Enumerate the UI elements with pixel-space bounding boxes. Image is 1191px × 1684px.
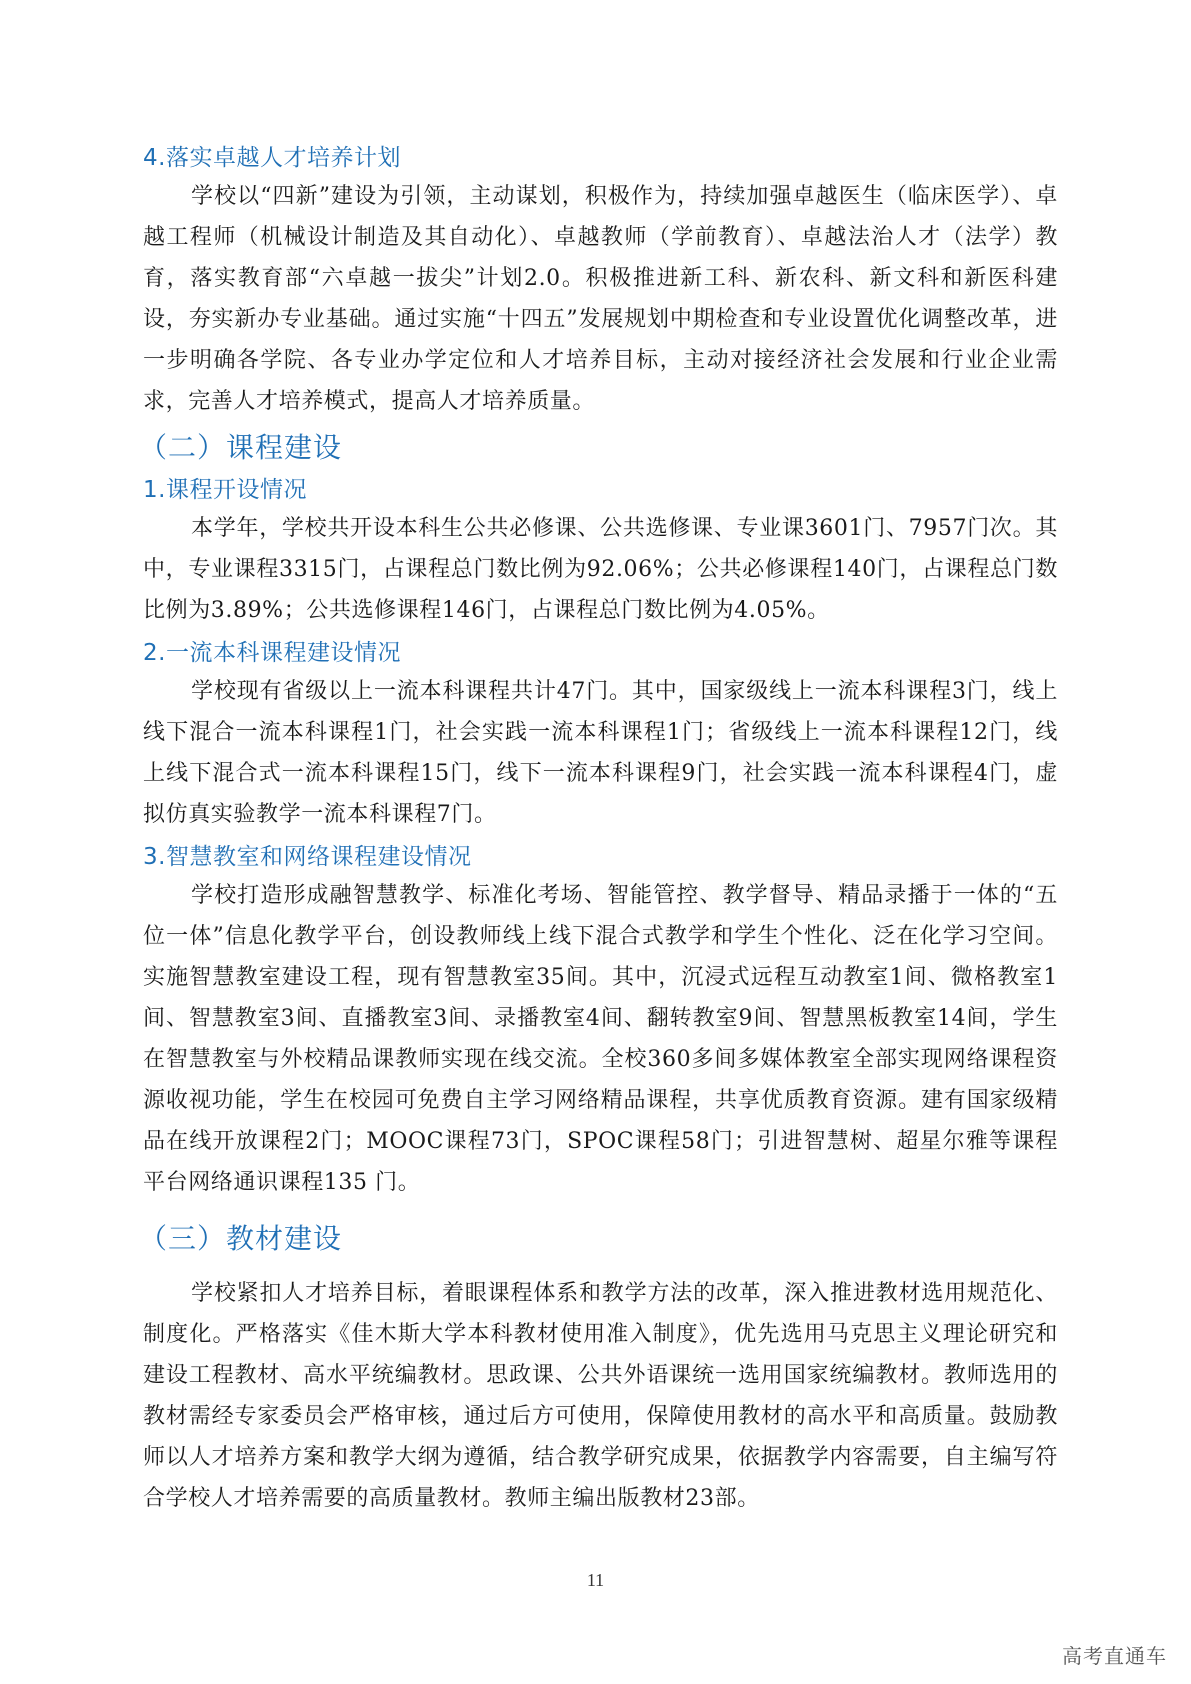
section-title-first-class-courses: 2.一流本科课程建设情况 <box>143 640 401 666</box>
section-title-smart-classroom: 3.智慧教室和网络课程建设情况 <box>143 844 472 870</box>
page-number: 11 <box>586 1570 605 1590</box>
paragraph-course-offering: 本学年，学校共开设本科生公共必修课、公共选修课、专业课3601门、7957门次。其中，专业课程3315门，占课程总门数比例为92.06%；公共必修课程140门，占课程总门数比例为3.89%；公共选修课程146门，占课程总门数比例为4.05%。 <box>143 516 1058 623</box>
section-title-course-offering: 1.课程开设情况 <box>143 477 307 503</box>
document-page <box>139 140 1058 1519</box>
paragraph-first-class-courses: 学校现有省级以上一流本科课程共计47门。其中，国家级线上一流本科课程3门，线上线下混合一流本科课程1门，社会实践一流本科课程1门；省级线上一流本科课程12门，线上线下混合式一流本科课程15门，线下一流本科课程9门，社会实践一流本科课程4门，虚拟仿真实验教学一流本科课程7门。 <box>143 679 1058 827</box>
section-title-talent-plan: 4.落实卓越人才培养计划 <box>143 145 401 171</box>
paragraph-textbook-construction: 学校紧扣人才培养目标，着眼课程体系和教学方法的改革，深入推进教材选用规范化、制度化。严格落实《佳木斯大学本科教材使用准入制度》，优先选用马克思主义理论研究和建设工程教材、高水平统编教材。思政课、公共外语课统一选用国家统编教材。教师选用的教材需经专家委员会严格审核，通过后方可使用，保障使用教材的高水平和高质量。鼓励教师以人才培养方案和教学大纲为遵循，结合教学研究成果，依据教学内容需要，自主编写符合学校人才培养需要的高质量教材。教师主编出版教材23部。 <box>143 1281 1058 1511</box>
watermark-logo-text: 高考直通车 <box>1062 1644 1167 1668</box>
paragraph-talent-plan: 学校以“四新”建设为引领，主动谋划，积极作为，持续加强卓越医生（临床医学）、卓越工程师（机械设计制造及其自动化）、卓越教师（学前教育）、卓越法治人才（法学）教育，落实教育部“六卓越一拔尖”计划2.0。积极推进新工科、新农科、新文科和新医科建设，夯实新办专业基础。通过实施“十四五”发展规划中期检查和专业设置优化调整改革，进一步明确各学院、各专业办学定位和人才培养目标，主动对接经济社会发展和行业企业需求，完善人才培养模式，提高人才培养质量。 <box>143 184 1058 414</box>
heading-course-construction: （二）课程建设 <box>139 431 343 464</box>
paragraph-smart-classroom: 学校打造形成融智慧教学、标准化考场、智能管控、教学督导、精品录播于一体的“五位一体”信息化教学平台，创设教师线上线下混合式教学和学生个性化、泛在化学习空间。实施智慧教室建设工程，现有智慧教室35间。其中，沉浸式远程互动教室1间、微格教室1间、智慧教室3间、直播教室3间、录播教室4间、翻转教室9间、智慧黑板教室14间，学生在智慧教室与外校精品课教师实现在线交流。全校360多间多媒体教室全部实现网络课程资源收视功能，学生在校园可免费自主学习网络精品课程，共享优质教育资源。建有国家级精品在线开放课程2门；MOOC课程73门，SPOC课程58门；引进智慧树、超星尔雅等课程平台网络通识课程135 门。 <box>143 883 1058 1195</box>
heading-textbook-construction: （三）教材建设 <box>139 1222 343 1255</box>
